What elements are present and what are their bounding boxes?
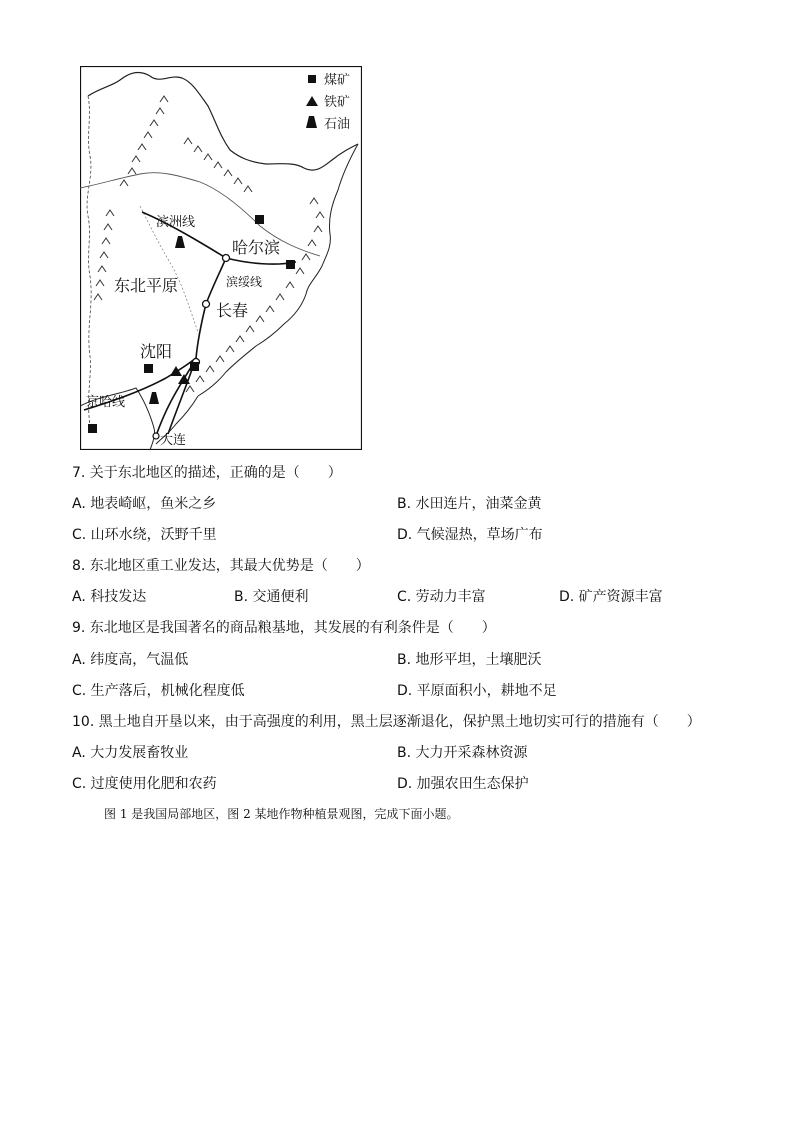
harbin-label: 哈尔滨 [232, 238, 281, 257]
harbin-city-marker [223, 255, 230, 262]
q10-option-c[interactable]: C. 过度使用化肥和农药 [72, 776, 217, 792]
binzhou-line-label: 滨洲线 [156, 215, 196, 230]
q10-option-b[interactable]: B. 大力开采森林资源 [397, 745, 528, 761]
q7-option-d[interactable]: D. 气候湿热，草场广布 [397, 527, 543, 543]
northeast-plain-label: 东北平原 [114, 276, 179, 295]
map-legend [298, 68, 360, 136]
q7-option-b[interactable]: B. 水田连片，油菜金黄 [397, 496, 542, 512]
coal-mine-marker [144, 364, 153, 373]
q8-option-d[interactable]: D. 矿产资源丰富 [559, 589, 663, 605]
iron-legend-label: 铁矿 [324, 95, 351, 110]
dalian-city-marker [153, 433, 159, 439]
q9-option-b[interactable]: B. 地形平坦，土壤肥沃 [397, 652, 542, 668]
q7-option-a[interactable]: A. 地表崎岖，鱼米之乡 [72, 496, 217, 512]
q7-option-c[interactable]: C. 山环水绕，沃野千里 [72, 527, 217, 543]
coal-mine-marker [286, 260, 295, 269]
oil-legend-label: 石油 [324, 117, 351, 132]
coal-mine-marker [190, 362, 199, 371]
question-8-stem: 8. 东北地区重工业发达，其最大优势是（ ） [72, 558, 370, 574]
q10-option-d[interactable]: D. 加强农田生态保护 [397, 776, 529, 792]
coal-mine-marker [88, 424, 97, 433]
question-10-stem: 10. 黑土地自开垦以来，由于高强度的利用，黑土层逐渐退化，保护黑土地切实可行的措施有（ ） [72, 714, 701, 730]
dalian-label: 大连 [160, 433, 187, 448]
section-instruction: 图 1 是我国局部地区，图 2 某地作物种植景观图，完成下面小题。 [104, 807, 459, 821]
question-7-stem: 7. 关于东北地区的描述，正确的是（ ） [72, 465, 342, 481]
q8-option-a[interactable]: A. 科技发达 [72, 589, 147, 605]
q9-option-a[interactable]: A. 纬度高，气温低 [72, 652, 189, 668]
shenyang-label: 沈阳 [140, 342, 173, 361]
coal-mine-marker [255, 215, 264, 224]
changchun-city-marker [203, 301, 210, 308]
northeast-map [80, 66, 362, 450]
q9-option-c[interactable]: C. 生产落后，机械化程度低 [72, 683, 245, 699]
jingha-line-label: 京哈线 [86, 395, 126, 410]
map-drawing [80, 66, 362, 450]
q9-option-d[interactable]: D. 平原面积小，耕地不足 [397, 683, 557, 699]
coal-legend-icon [308, 75, 316, 83]
changchun-label: 长春 [216, 301, 249, 320]
q8-option-c[interactable]: C. 劳动力丰富 [397, 589, 486, 605]
question-9-stem: 9. 东北地区是我国著名的商品粮基地，其发展的有利条件是（ ） [72, 620, 496, 636]
coal-legend-label: 煤矿 [324, 73, 351, 88]
q8-option-b[interactable]: B. 交通便利 [234, 589, 309, 605]
q10-option-a[interactable]: A. 大力发展畜牧业 [72, 745, 189, 761]
binsui-line-label: 滨绥线 [226, 275, 263, 289]
